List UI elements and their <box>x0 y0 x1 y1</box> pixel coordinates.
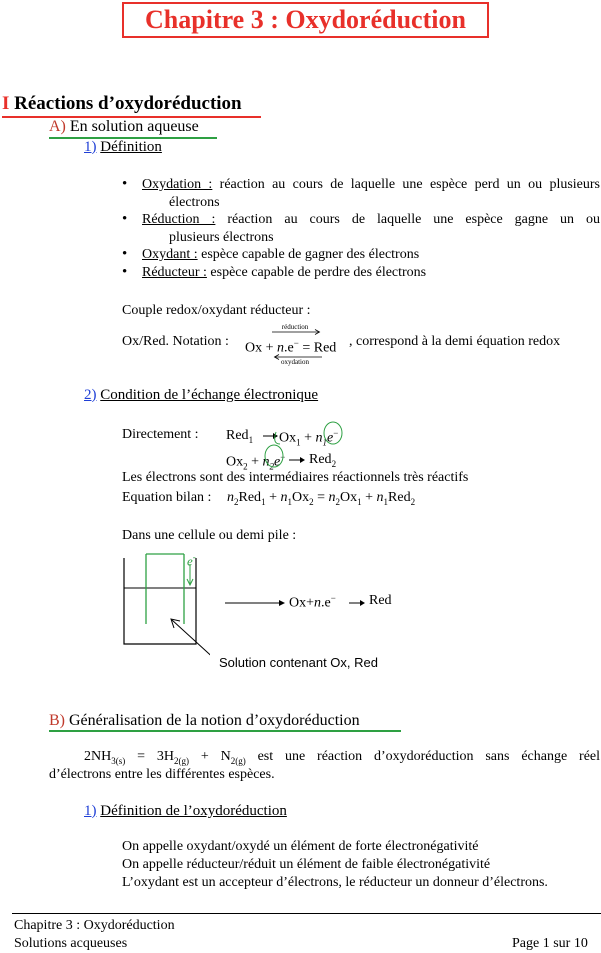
red-symbol: Red <box>313 340 337 356</box>
term-oxydant: Oxydant : <box>142 247 198 262</box>
nh3: 2NH <box>84 749 112 764</box>
term-reduction: Réduction : <box>142 212 216 227</box>
general-paragraph-line2: d’électrons entre les différentes espèces. <box>49 767 275 782</box>
electron-charge: − <box>333 428 339 438</box>
list-item <box>122 246 600 264</box>
red2-symbol: Red <box>309 452 332 467</box>
condition-heading <box>84 387 318 404</box>
right-arrow-icon <box>349 598 367 608</box>
coef: n <box>376 490 384 505</box>
diagram-red: Red <box>369 593 392 608</box>
subscript: 1 <box>383 496 389 507</box>
subsection-b-heading <box>49 712 360 730</box>
equals-sign: = <box>302 340 311 356</box>
section-number: I <box>2 93 10 114</box>
def-label: Définition de l’oxydoréduction <box>100 803 287 819</box>
coef: n <box>227 490 234 505</box>
half-equation-2-product <box>309 452 336 469</box>
n-symbol: n <box>315 430 323 446</box>
footer-chapter: Chapitre 3 : Oxydoréduction <box>14 918 175 933</box>
def-line-2: On appelle réducteur/réduit un élément de faible électronégativité <box>122 857 491 872</box>
chapter-title-box <box>122 2 489 38</box>
electron-charge: − <box>293 338 299 348</box>
species: Red <box>388 490 411 505</box>
term-text: espèce capable de gagner des électrons <box>201 247 420 262</box>
term-continuation: plusieurs électrons <box>169 229 274 245</box>
list-item <box>122 176 600 211</box>
directement-label: Directement : <box>122 427 199 442</box>
subsection-a-heading <box>49 118 199 136</box>
diagram-equation <box>289 593 336 612</box>
coef: n <box>280 490 288 505</box>
definitions-list <box>122 176 600 281</box>
subscript: 1 <box>357 496 362 507</box>
diagram-caption: Solution contenant Ox, Red <box>219 655 378 670</box>
subscript: 1 <box>287 496 292 507</box>
electron-charge: − <box>330 593 336 603</box>
subsection-a-number: A) <box>49 118 66 135</box>
subscript: 2 <box>410 496 416 507</box>
list-item <box>122 211 600 246</box>
cellule-line: Dans une cellule ou demi pile : <box>122 528 297 543</box>
chapter-title: Chapitre 3 : Oxydoréduction <box>145 5 466 34</box>
footer-subject: Solutions acqueuses <box>14 936 128 951</box>
n-symbol: n <box>314 595 322 611</box>
subscript: 2 <box>335 496 340 507</box>
ox1-symbol: Ox <box>279 430 297 446</box>
subscript: 2(g) <box>230 755 246 766</box>
def-line-3: L’oxydant est un accepteur d’électrons, le réducteur un donneur d’électrons. <box>122 875 548 890</box>
subsection-b-number: B) <box>49 712 65 729</box>
oxydoreduction-def-heading <box>84 803 287 820</box>
ox-symbol: Ox <box>245 340 263 356</box>
subscript: 1 <box>248 434 254 445</box>
n-symbol: n <box>277 340 285 356</box>
species: Red <box>238 490 262 505</box>
subscript: 2 <box>243 461 248 472</box>
electron-charge: − <box>280 452 286 462</box>
term-text: réaction au cours de laquelle une espèce perd un ou plusieurs <box>219 177 601 192</box>
paragraph-text: est une réaction d’oxydoréduction sans échange réel <box>257 749 601 764</box>
electron-symbol: e <box>327 430 334 446</box>
subscript: 1 <box>322 437 328 448</box>
definition-number: 1) <box>84 139 97 155</box>
bilan-prefix: Equation bilan : <box>122 490 212 505</box>
list-item <box>122 264 600 282</box>
subscript: 2(g) <box>173 755 189 766</box>
subsection-b-label: Généralisation de la notion d’oxydoréduction <box>69 712 360 729</box>
n-symbol: n <box>262 454 270 470</box>
definition-label: Définition <box>100 139 162 155</box>
term-reducteur: Réducteur : <box>142 264 207 280</box>
subscript: 1 <box>261 496 266 507</box>
half-equation-2: $Ox_2 + n_2e^-$ <box>226 452 286 472</box>
species: Ox <box>340 490 358 505</box>
footer-divider <box>12 913 601 914</box>
electron-charge: - <box>192 552 196 562</box>
section-label: Réactions d’oxydoréduction <box>14 93 242 114</box>
subsection-a-label: En solution aqueuse <box>69 118 199 135</box>
green-circle-icon <box>254 444 290 470</box>
def-number: 1) <box>84 803 97 819</box>
couple-line: Couple redox/oxydant réducteur : <box>122 303 311 318</box>
arrow-label-reduction: réduction <box>281 323 309 331</box>
subsection-b-underline <box>49 730 401 732</box>
subscript: 2 <box>331 458 337 469</box>
condition-label: Condition de l’échange électronique <box>100 387 319 403</box>
subscript: 1 <box>296 437 301 448</box>
electrons-note: Les électrons sont des intermédiaires réactionnels très réactifs <box>122 470 469 485</box>
h2: = 3H <box>137 749 174 764</box>
subscript: 2 <box>309 496 314 507</box>
bilan-equation: $n_2Red_1 + n_1Ox_2 = n_2Ox_1 + n_1Red_2$ <box>227 490 416 507</box>
general-paragraph-line1 <box>84 749 600 766</box>
red1-symbol: Red <box>226 428 249 443</box>
right-arrow-icon <box>289 455 307 465</box>
electron-symbol: e <box>274 454 281 470</box>
section-heading <box>2 93 242 115</box>
electron-symbol: .e <box>321 595 331 611</box>
notation-prefix: Ox/Red. Notation : <box>122 334 229 349</box>
subscript: 3(s) <box>111 755 126 766</box>
condition-number: 2) <box>84 387 97 403</box>
definition-heading <box>84 139 162 156</box>
plus-sign: + <box>306 595 315 611</box>
subscript: 2 <box>234 496 239 507</box>
term-continuation: électrons <box>169 194 220 210</box>
ox-symbol: Ox <box>289 595 307 611</box>
diagram-electron-label <box>187 552 196 569</box>
notation-suffix: , correspond à la demi équation redox <box>349 334 561 349</box>
n2: + N <box>200 749 231 764</box>
term-text: espèce capable de perdre des électrons <box>210 264 427 280</box>
electron-label: e <box>187 553 193 569</box>
half-equation-1 <box>226 428 253 445</box>
term-oxydation: Oxydation : <box>142 177 213 192</box>
arrow-label-oxydation: oxydation <box>281 358 309 366</box>
ox2-symbol: Ox <box>226 454 244 470</box>
plus-sign: + <box>265 340 274 356</box>
electron-symbol: .e <box>284 340 294 356</box>
coef: n <box>328 490 336 505</box>
term-text: réaction au cours de laquelle une espèce gagne un ou <box>227 212 600 227</box>
half-equation-1-products: $Ox_1 + n_1e^-$ <box>279 428 339 448</box>
long-right-arrow-icon <box>225 598 287 608</box>
species: Ox <box>291 490 310 505</box>
def-line-1: On appelle oxydant/oxydé un élément de forte électronégativité <box>122 839 479 854</box>
reduction-arrow-icon <box>272 329 322 335</box>
footer-page-number: Page 1 sur 10 <box>512 936 588 951</box>
subscript: 2 <box>269 461 275 472</box>
